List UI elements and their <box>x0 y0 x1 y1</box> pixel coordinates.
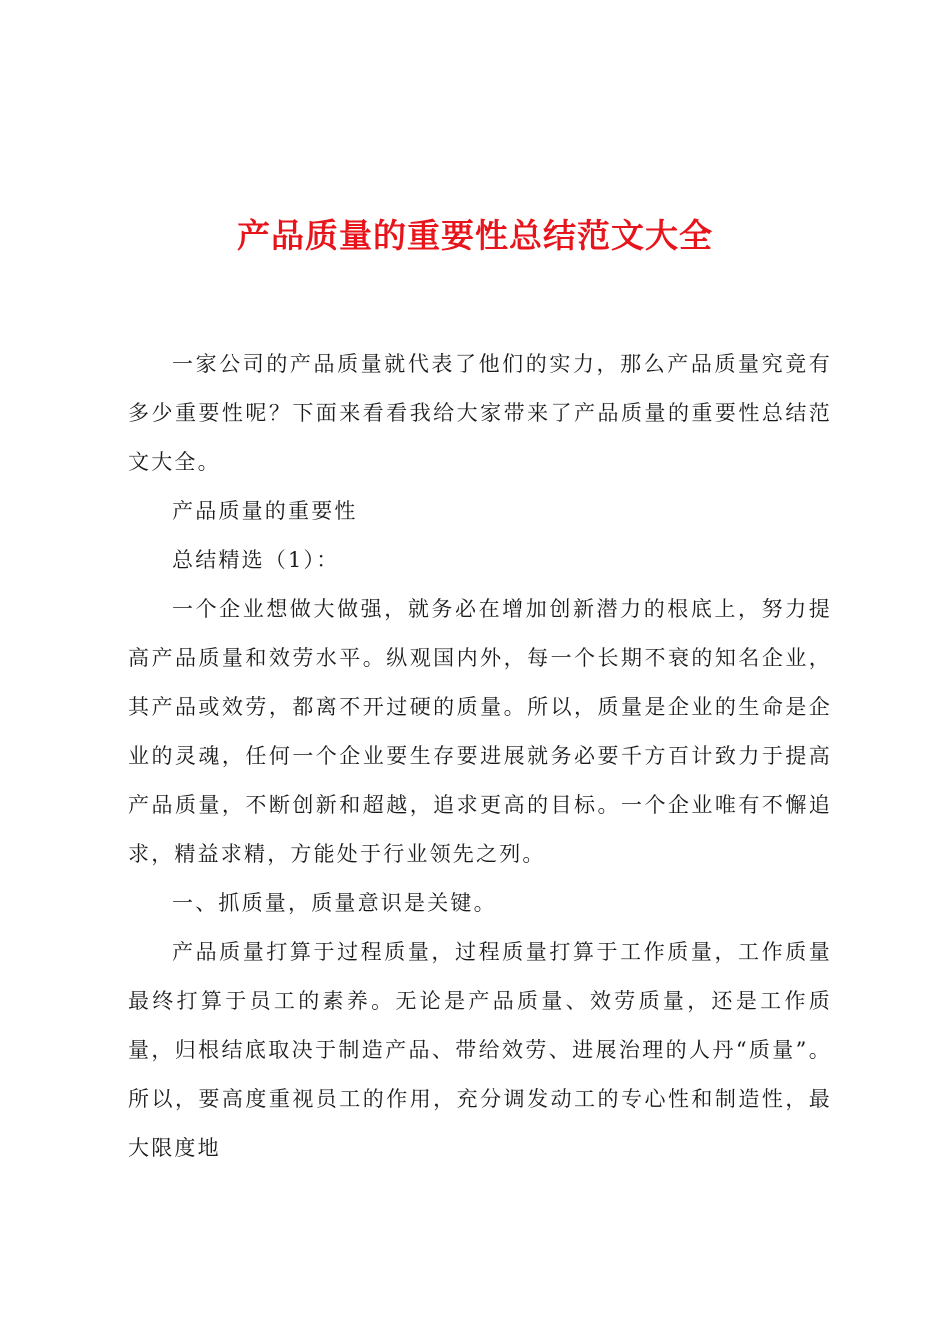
document-title: 产品质量的重要性总结范文大全 <box>237 216 713 255</box>
paragraph-heading-importance: 产品质量的重要性 <box>172 499 358 523</box>
paragraph-enterprise-quality: 一个企业想做大做强，就务必在增加创新潜力的根底上，努力提高产品质量和效劳水平。纵观国内外，每一个长期不衰的知名企业，其产品或效劳，都离不开过硬的质量。所以，质量是企业的生命是企业的灵魂，任何一个企业要生存要进展就务必要千方百计致力于提高产品质量，不断创新和超越，追求更高的目标。一个企业唯有不懈追求，精益求精，方能处于行业领先之列。 <box>128 597 832 866</box>
paragraph-intro: 一家公司的产品质量就代表了他们的实力，那么产品质量究竟有多少重要性呢？下面来看看我给大家带来了产品质量的重要性总结范文大全。 <box>128 352 832 474</box>
paragraph-heading-selection: 总结精选（1）： <box>172 548 340 572</box>
paragraph-process-quality: 产品质量打算于过程质量，过程质量打算于工作质量，工作质量最终打算于员工的素养。无论是产品质量、效劳质量，还是工作质量，归根结底取决于制造产品、带给效劳、进展治理的人丹“质量”。所以，要高度重视员工的作用，充分调发动工的专心性和制造性，最大限度地 <box>128 940 832 1160</box>
document-body <box>128 340 832 1173</box>
paragraph-section-one: 一、抓质量，质量意识是关键。 <box>172 891 497 915</box>
